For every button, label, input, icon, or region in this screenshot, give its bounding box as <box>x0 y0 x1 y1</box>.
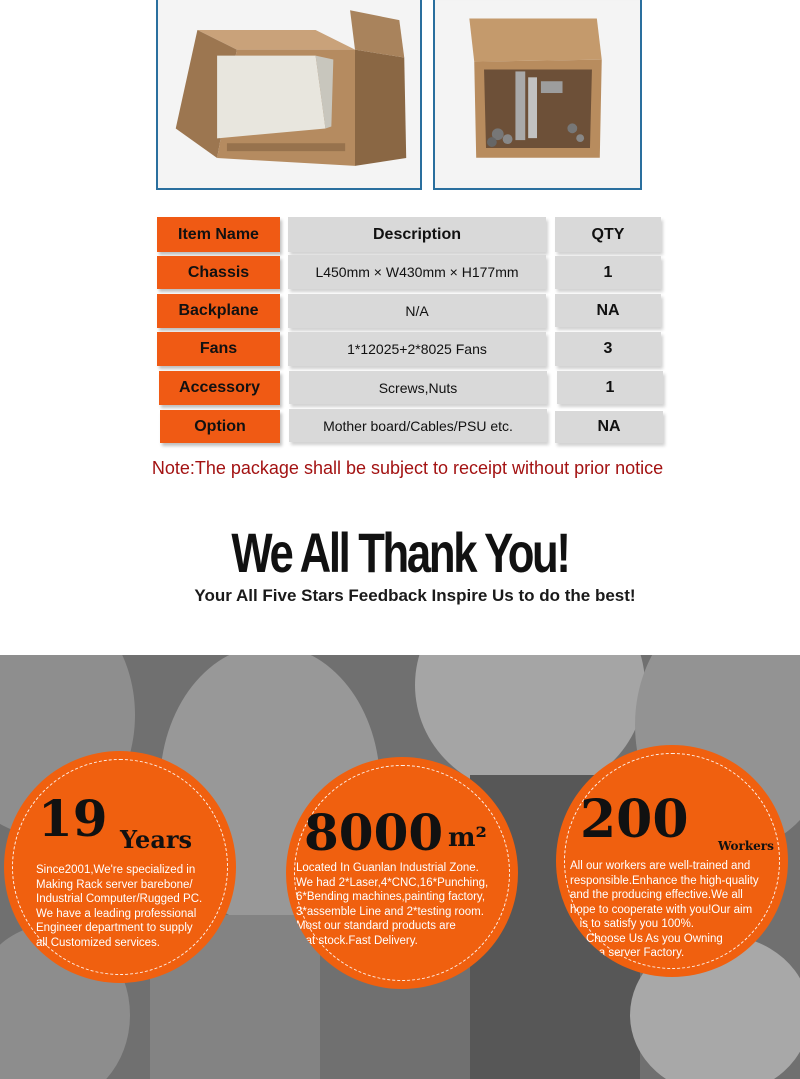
chassis-in-carton-photo-icon <box>158 0 420 188</box>
thank-you-subheading: Your All Five Stars Feedback Inspire Us to do the best! <box>194 586 636 605</box>
row-description-accessory: Screws,Nuts <box>289 371 547 404</box>
row-name-backplane: Backplane <box>157 294 280 328</box>
row-name-fans: Fans <box>157 332 280 366</box>
row-qty-fans: 3 <box>555 332 661 366</box>
row-qty-chassis: 1 <box>555 256 661 289</box>
company-stats-banner <box>0 655 800 1079</box>
row-description-backplane: N/A <box>288 294 546 328</box>
accessory-box-photo <box>433 0 642 190</box>
accessory-box-photo-icon <box>435 0 640 188</box>
stat-text-workers: All our workers are well-trained and responsible.Enhance the high-quality and the producing effective.We all hope to cooperate with you!Our aim is to satisfy you 100%. Choose Us As you Owning a server Factory. <box>570 860 759 959</box>
row-description-fans: 1*12025+2*8025 Fans <box>288 332 546 366</box>
stat-number-area: 8000 <box>304 803 444 862</box>
stat-text-years: Since2001,We're specialized in Making Rack server barebone/ Industrial Computer/Rugged PC. We have a leading professional Engineer department to supply all Customized services. <box>36 864 203 949</box>
stat-circle-area <box>286 757 518 989</box>
row-qty-backplane: NA <box>555 294 661 327</box>
row-name-option: Option <box>160 410 280 443</box>
row-name-chassis: Chassis <box>157 256 280 289</box>
stat-unit-years: Years <box>120 825 193 854</box>
row-description-chassis: L450mm × W430mm × H177mm <box>288 255 546 289</box>
row-qty-option: NA <box>555 411 663 443</box>
row-description-option: Mother board/Cables/PSU etc. <box>289 409 547 442</box>
header-description: Description <box>288 217 546 252</box>
header-item-name: Item Name <box>157 217 280 252</box>
package-note: Note:The package shall be subject to receipt without prior notice <box>151 458 664 478</box>
stat-number-years: 19 <box>38 789 108 848</box>
thank-you-heading: We All Thank You! <box>231 521 569 584</box>
stat-number-workers: 200 <box>580 789 689 850</box>
row-name-accessory: Accessory <box>159 371 280 405</box>
stat-circle-years <box>4 751 236 983</box>
stat-circle-workers <box>556 745 788 977</box>
chassis-carton-photo <box>156 0 422 190</box>
row-qty-accessory: 1 <box>557 371 663 404</box>
stat-unit-area: m² <box>448 823 487 853</box>
header-qty: QTY <box>555 217 661 252</box>
stat-unit-workers: Workers <box>718 839 774 853</box>
stat-text-area: Located In Guanlan Industrial Zone. We had 2*Laser,4*CNC,16*Punching, 6*Bending machines,painting factory, 3*assemble Line and 2*testing room. Most our standard products are at stock.Fast Delivery. <box>296 862 489 947</box>
